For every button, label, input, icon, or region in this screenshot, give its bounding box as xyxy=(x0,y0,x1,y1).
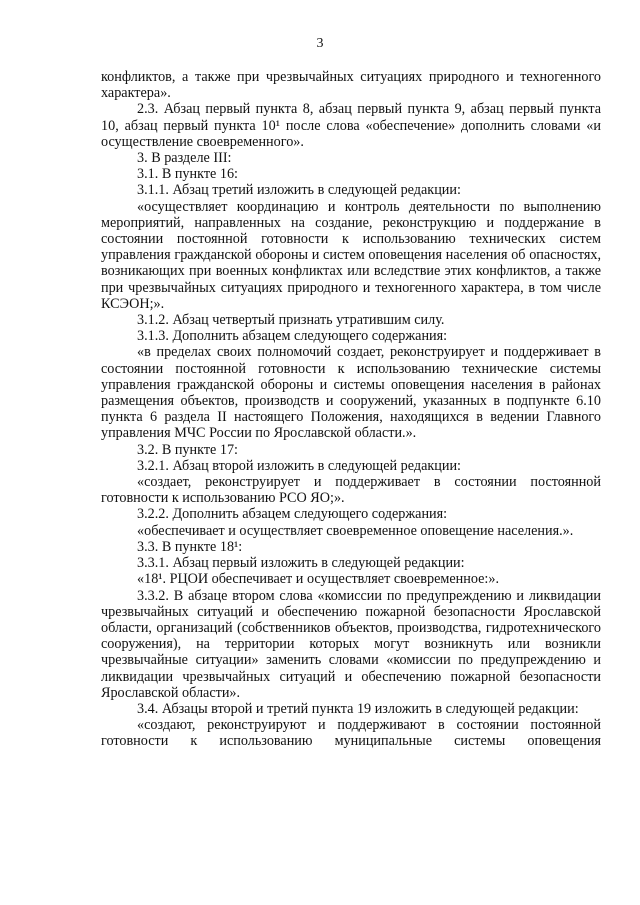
paragraph: 3.2.2. Дополнить абзацем следующего содержания: xyxy=(137,506,448,523)
paragraph: 3.2. В пункте 17: xyxy=(137,441,238,458)
paragraph: «осуществляет координацию и контроль деятельности по выполнению мероприятий, направленных на создание, реконструкцию и поддержание в состоянии постоянной готовности к использованию технических систем управления гражданской обороны и систем оповещения населения об опасностях, возникающих при военных конфликтах или вследствие этих конфликтов, а также при чрезвычайных ситуациях природного и техногенного характера, в том числе КСЭОН;». xyxy=(101,198,601,312)
paragraph: 3.3.1. Абзац первый изложить в следующей редакции: xyxy=(137,555,465,572)
paragraph: конфликтов, а также при чрезвычайных ситуациях природного и техногенного характера». xyxy=(101,69,601,102)
paragraph: «в пределах своих полномочий создает, реконструирует и поддерживает в состоянии постоянной готовности к использованию технические системы управления гражданской обороны и системы оповещения населения в районах размещения объектов, производств и сооружений, указанных в подпункте 6.10 пункта 6 раздела II настоящего Положения, находящихся в ведении Главного управления МЧС России по Ярославской области.». xyxy=(101,344,601,442)
paragraph: 3.3.2. В абзаце втором слова «комиссии по предупреждению и ликвидации чрезвычайных ситуаций и обеспечению пожарной безопасности Ярославской области, организаций (собственников объектов, производства, гидротехнического сооружения), на территории которых могут возникнуть или возникли чрезвычайные ситуации» заменить словами «комиссии по предупреждению и ликвидации чрезвычайных ситуаций и обеспечению пожарной безопасности Ярославской области». xyxy=(101,587,601,701)
paragraph: 3.1.2. Абзац четвертый признать утратившим силу. xyxy=(137,312,445,329)
paragraph: 3.2.1. Абзац второй изложить в следующей редакции: xyxy=(137,457,461,474)
page-number: 3 xyxy=(316,36,324,51)
paragraph: «создает, реконструирует и поддерживает в состоянии постоянной готовности к использованию РСО ЯО;». xyxy=(101,474,601,507)
paragraph: «18¹. РЦОИ обеспечивает и осуществляет своевременное:». xyxy=(137,571,499,588)
paragraph: 3.1. В пункте 16: xyxy=(137,166,238,183)
paragraph: 3.1.1. Абзац третий изложить в следующей редакции: xyxy=(137,182,461,199)
document-body xyxy=(101,69,601,750)
paragraph: 3.3. В пункте 18¹: xyxy=(137,538,243,555)
paragraph: 3. В разделе III: xyxy=(137,150,232,167)
paragraph: 3.4. Абзацы второй и третий пункта 19 изложить в следующей редакции: xyxy=(137,700,579,717)
paragraph: «создают, реконструируют и поддерживают в состоянии постоянной готовности к использованию муниципальные системы оповещения xyxy=(101,717,601,750)
paragraph: 2.3. Абзац первый пункта 8, абзац первый пункта 9, абзац первый пункта 10, абзац первый пункта 10¹ после слова «обеспечение» дополнить словами «и осуществление своевременного». xyxy=(101,101,601,150)
paragraph: 3.1.3. Дополнить абзацем следующего содержания: xyxy=(137,328,448,345)
paragraph: «обеспечивает и осуществляет своевременное оповещение населения.». xyxy=(137,522,574,539)
